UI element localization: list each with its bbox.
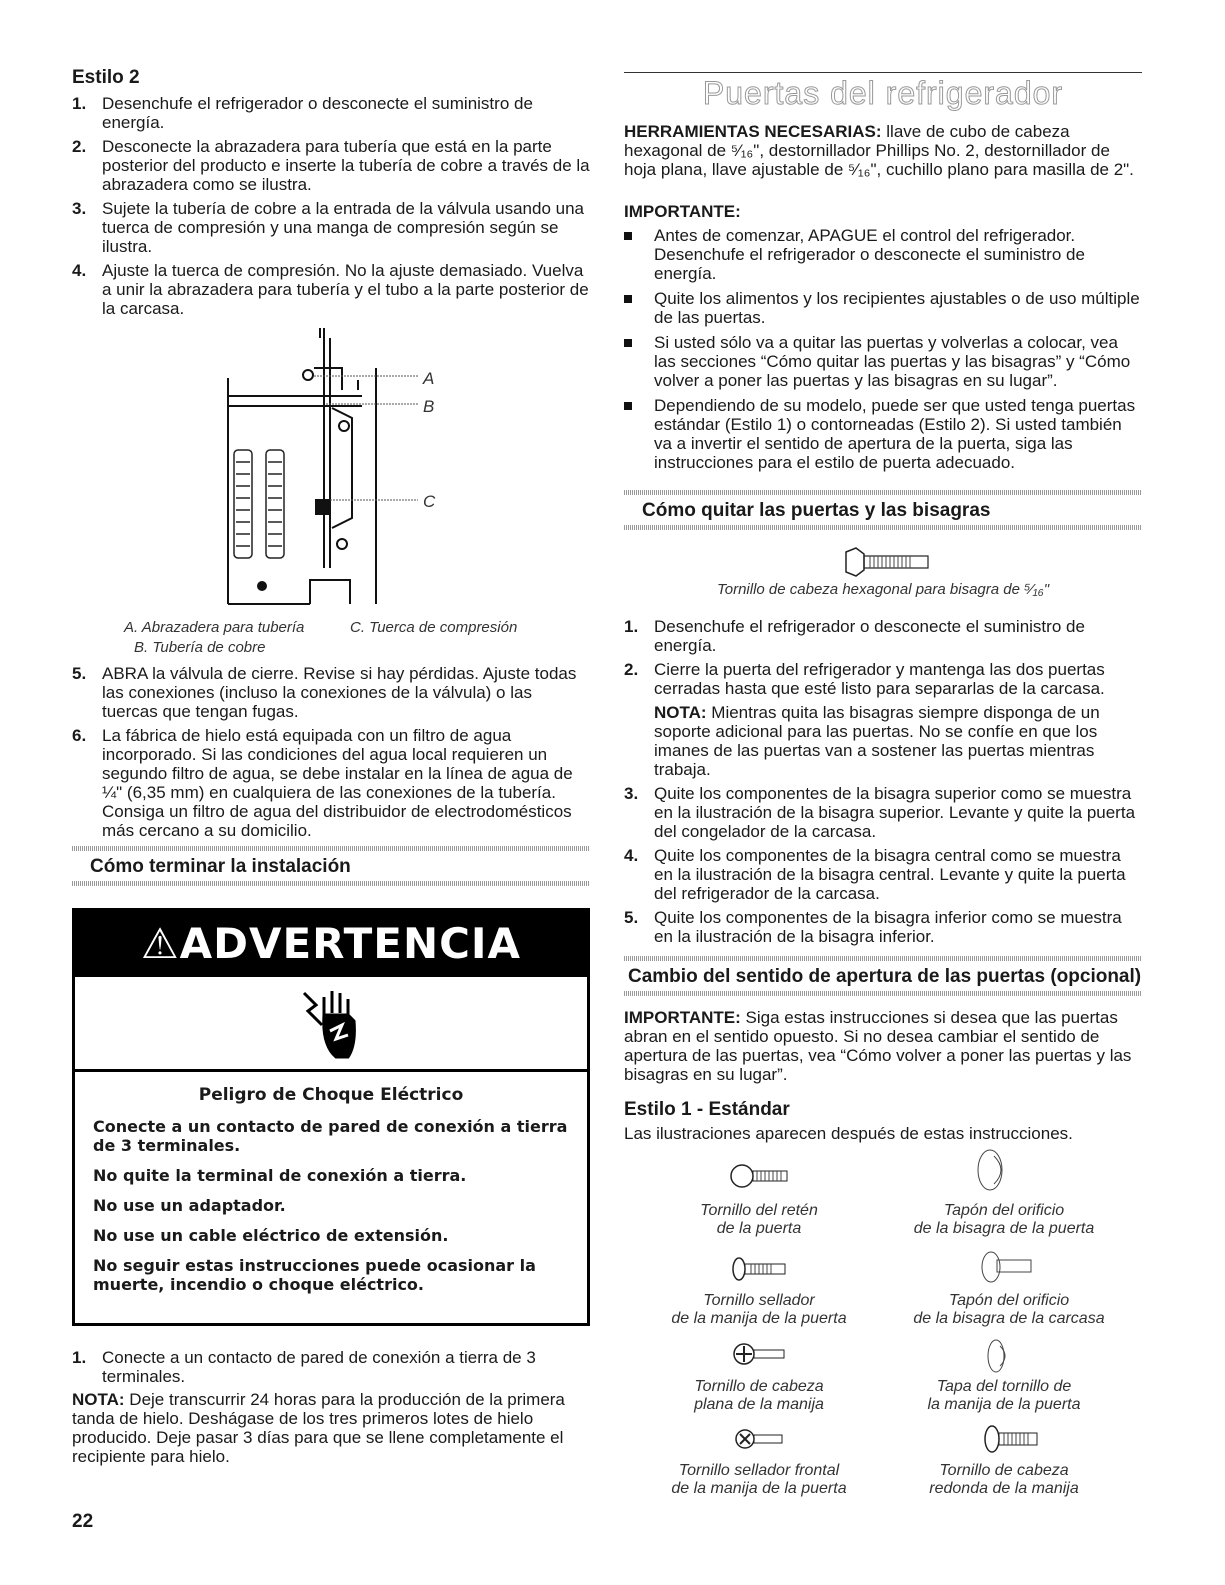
warning-line: Conecte a un contacto de pared de conexión a tierra de 3 terminales. [93,1117,568,1155]
caption-a: A. Abrazadera para tubería [124,619,305,636]
estilo1-heading: Estilo 1 - Estándar [624,1099,790,1120]
list-item: 1. Desenchufe el refrigerador o desconecte el suministro de energía. [72,94,533,132]
caption-c: C. Tuerca de compresión [350,619,518,636]
top-rule [624,72,1142,73]
importante-paragraph: IMPORTANTE: Siga estas instrucciones si desea que las puertas abran en el sentido opuesto. Si no desea cambiar el sentido de apertura de las puertas, vea “Cómo volver a poner las puertas y las bisagras en su lugar”. [624,1008,1132,1084]
section-cambio [624,956,1142,992]
nota-paragraph: NOTA: Deje transcurrir 24 horas para la producción de la primera tanda de hielo. Deshágase de los tres primeros lotes de hielo producido. Deje pasar 3 días para que se llene completamente el recipiente para hielo. [72,1390,565,1466]
warning-line: No use un cable eléctrico de extensión. [93,1226,449,1245]
part-caption: Tapón del orificio de la bisagra de la carcasa [913,1292,1105,1327]
handle-screw-cap-icon [984,1336,1014,1376]
list-item: 4. Quite los componentes de la bisagra central como se muestra en la ilustración de la bisagra central. Levante y quite la puerta del refrigerador de la carcasa. [624,846,1126,903]
hex-bolt-icon [842,546,932,578]
part-caption: Tornillo sellador de la manija de la puerta [671,1292,847,1327]
danger-label: Peligro de Choque Eléctrico [198,1085,464,1105]
figure-label-a: A [423,369,435,388]
shock-hazard-area [75,977,587,1072]
electric-shock-icon [296,985,366,1065]
warning-line: No seguir estas instrucciones puede ocasionar la muerte, incendio o choque eléctrico. [93,1256,536,1294]
importante-heading: IMPORTANTE: [624,202,741,221]
steps-list-b [72,664,590,845]
hinge-hole-plug-icon [974,1146,1014,1192]
cabinet-hole-plug-icon [979,1250,1039,1284]
figure-label-b: B [423,397,435,416]
list-item: 3. Quite los componentes de la bisagra superior como se muestra en la ilustración de la bisagra superior. Levante y quite la puerta del congelador de la carcasa. [624,784,1136,841]
warning-line: No use un adaptador. [93,1196,286,1215]
caption-b: B. Tubería de cobre [134,639,266,656]
flat-head-screw-icon [732,1340,788,1368]
estilo2-heading: Estilo 2 [72,67,140,88]
part-caption: Tornillo de cabeza plana de la manija [694,1378,824,1413]
list-item: 5. Quite los componentes de la bisagra inferior como se muestra en la ilustración de la bisagra inferior. [624,908,1122,946]
tools-paragraph: HERRAMIENTAS NECESARIAS: llave de cubo de cabeza hexagonal de ⁵⁄₁₆", destornillador Phillips No. 2, destornillador de hoja plana, llave ajustable de ⁵⁄₁₆", cuchillo plano para masilla de 2". [624,122,1134,179]
door-stop-screw-icon [729,1162,791,1190]
bolt-caption: Tornillo de cabeza hexagonal para bisagra de ⁵⁄₁₆" [716,581,1050,598]
part-caption: Tapón del orificio de la bisagra de la puerta [913,1202,1095,1237]
section-terminar-title: Cómo terminar la instalación [90,856,351,877]
list-item: 5. ABRA la válvula de cierre. Revise si hay pérdidas. Ajuste todas las conexiones (incluso la conexiones de la válvula) o las tuercas que tengan fugas. [72,664,577,721]
part-caption: Tapa del tornillo de la manija de la puerta [927,1378,1081,1413]
list-item: Quite los alimentos y los recipientes ajustables o de uso múltiple de las puertas. [624,289,1142,327]
part-caption: Tornillo sellador frontal de la manija de la puerta [671,1462,847,1497]
warning-triangle-icon: ⚠ [140,919,180,968]
list-item: 3. Sujete la tubería de cobre a la entrada de la válvula usando una tuerca de compresión y una manga de compresión según se ilustra. [72,199,585,256]
bullet-list [624,226,1142,478]
list-item: Dependiendo de su modelo, puede ser que usted tenga puertas estándar (Estilo 1) o contorneadas (Estilo 2). Si usted también va a invertir el sentido de apertura de la puerta, siga las instrucciones para el estilo de puerta adecuado. [624,396,1142,472]
front-sealing-screw-icon [734,1426,786,1452]
section-cambio-title: Cambio del sentido de apertura de las puertas (opcional) [628,966,1142,987]
list-item: 1. Desenchufe el refrigerador o desconecte el suministro de energía. [624,617,1085,655]
list-item: Si usted sólo va a quitar las puertas y volverlas a colocar, vea las secciones “Cómo quitar las puertas y las bisagras” y “Cómo volver a poner las puertas y las bisagras en su lugar”. [624,333,1142,390]
round-head-screw-icon [982,1424,1042,1454]
list-item: Antes de comenzar, APAGUE el control del refrigerador. Desenchufe el refrigerador o desconecte el suministro de energía. [624,226,1142,283]
handle-sealing-screw-icon [729,1256,789,1282]
warning-title: ADVERTENCIA [179,919,522,968]
estilo1-text: Las ilustraciones aparecen después de estas instrucciones. [624,1124,1073,1143]
list-item: 2. Desconecte la abrazadera para tubería que está en la parte posterior del producto e inserte la tubería de cobre a través de la abrazadera como se ilustra. [72,137,590,194]
warning-line: No quite la terminal de conexión a tierra. [93,1166,467,1185]
list-item: 6. La fábrica de hielo está equipada con un filtro de agua incorporado. Si las condiciones del agua local requieren un segundo filtro de agua, se debe instalar en la línea de agua de ¼" (6,35 mm) en cualquiera de las conexiones de la tubería. Consiga un filtro de agua del distribuidor de electrodomésticos más cercano a su domicilio. [72,726,573,840]
part-caption: Tornillo del retén de la puerta [700,1202,818,1237]
steps-list-final [72,1348,590,1391]
page-title: Puertas del refrigerador [702,75,1064,111]
page-number: 22 [72,1511,94,1532]
steps-list-a [72,94,590,323]
list-item: 2. Cierre la puerta del refrigerador y mantenga las dos puertas cerradas hasta que esté listo para separarlas de la carcasa. NOTA: Mientras quita las bisagras siempre disponga de un soporte adicional para las puertas. No se confíe en que los imanes de las puertas van a sostener las puertas mientras trabaja. [624,660,1142,779]
warning-header [75,911,587,977]
steps-list-right [624,617,1142,951]
nota-paragraph: NOTA: Mientras quita las bisagras siempre disponga de un soporte adicional para las puertas. No se confíe en que los imanes de las puertas van a sostener las puertas mientras trabaja. [654,703,1100,779]
list-item: 4. Ajuste la tuerca de compresión. No la ajuste demasiado. Vuelva a unir la abrazadera para tubería y el tubo a la parte posterior de la carcasa. [72,261,589,318]
part-caption: Tornillo de cabeza redonda de la manija [929,1462,1079,1497]
section-terminar [72,846,590,882]
section-quitar-title: Cómo quitar las puertas y las bisagras [642,500,991,521]
figure-label-c: C [423,492,436,511]
section-quitar [624,490,1142,526]
warning-box [72,908,590,1326]
list-item: 1. Conecte a un contacto de pared de conexión a tierra de 3 terminales. [72,1348,536,1386]
